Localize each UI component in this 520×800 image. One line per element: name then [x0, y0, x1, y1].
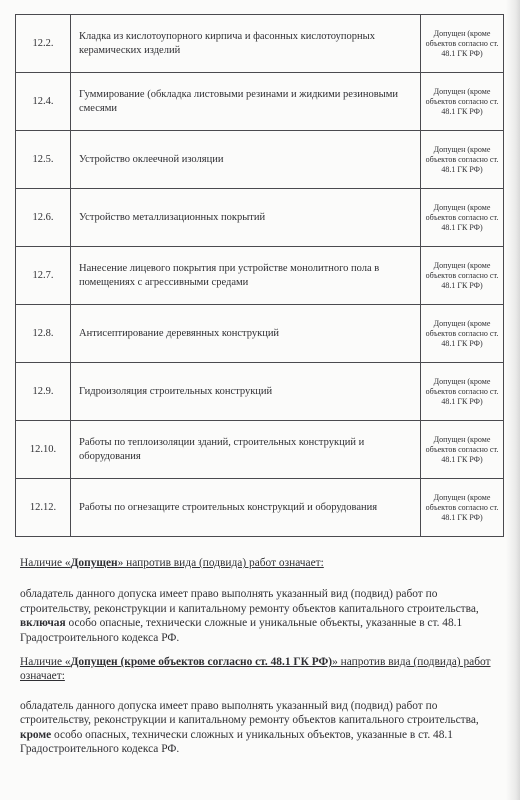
- work-name: Устройство металлизационных покрытий: [71, 189, 421, 247]
- note-heading-prefix: Наличие «: [20, 656, 71, 669]
- note-text: обладатель данного допуска имеет право выполнять указанный вид (подвид) работ по строительству, реконструкции и капитальному ремонту объектов капитального строительства,: [20, 588, 479, 615]
- note-emphasis: кроме: [20, 728, 52, 741]
- table-row: [16, 479, 504, 537]
- work-number: 12.10.: [16, 421, 71, 479]
- work-name: Работы по теплоизоляции зданий, строительных конструкций и оборудования: [71, 421, 421, 479]
- table-row: [16, 305, 504, 363]
- work-status: Допущен (кроме объектов согласно ст. 48.1 ГК РФ): [421, 421, 504, 479]
- note-text: особо опасных, технически сложных и уникальных объектов, указанные в ст. 48.1 Градостроительного кодекса РФ.: [20, 728, 453, 756]
- note-heading-term: Допущен (кроме объектов согласно ст. 48.1 ГК РФ): [70, 656, 333, 669]
- work-number: 12.7.: [16, 247, 71, 305]
- work-number: 12.5.: [16, 131, 71, 189]
- work-status: Допущен (кроме объектов согласно ст. 48.1 ГК РФ): [421, 15, 504, 73]
- note-heading-suffix: » напротив вида (подвида) работ означает:: [20, 656, 491, 683]
- note-emphasis: включая: [20, 617, 66, 630]
- explanatory-notes: [20, 556, 506, 756]
- note-heading-prefix: Наличие «: [20, 557, 71, 569]
- work-number: 12.8.: [16, 305, 71, 363]
- work-status: Допущен (кроме объектов согласно ст. 48.1 ГК РФ): [421, 479, 504, 537]
- note-heading-allowed: [20, 556, 506, 570]
- work-number: 12.2.: [16, 15, 71, 73]
- work-name: Устройство оклеечной изоляции: [71, 131, 421, 189]
- work-status: Допущен (кроме объектов согласно ст. 48.1 ГК РФ): [421, 305, 504, 363]
- table-row: [16, 247, 504, 305]
- table-row: [16, 421, 504, 479]
- work-number: 12.9.: [16, 363, 71, 421]
- work-name: Антисептирование деревянных конструкций: [71, 305, 421, 363]
- work-name: Кладка из кислотоупорного кирпича и фасонных кислотоупорных керамических изделий: [71, 15, 421, 73]
- work-name: Гидроизоляция строительных конструкций: [71, 363, 421, 421]
- note-paragraph-allowed: [20, 587, 506, 645]
- works-table: [15, 14, 504, 537]
- table-row: [16, 15, 504, 73]
- work-number: 12.4.: [16, 73, 71, 131]
- table-row: [16, 73, 504, 131]
- table-row: [16, 189, 504, 247]
- note-heading-term: Допущен: [70, 557, 118, 569]
- page-edge-shadow: [506, 0, 520, 800]
- note-text: обладатель данного допуска имеет право выполнять указанный вид (подвид) работ по строительству, реконструкции и капитальному ремонту объектов капитального строительства,: [20, 699, 479, 727]
- table-row: [16, 131, 504, 189]
- note-paragraph-restricted: [20, 699, 506, 757]
- table-row: [16, 363, 504, 421]
- work-status: Допущен (кроме объектов согласно ст. 48.1 ГК РФ): [421, 363, 504, 421]
- note-heading-restricted: [20, 655, 506, 684]
- work-status: Допущен (кроме объектов согласно ст. 48.1 ГК РФ): [421, 247, 504, 305]
- note-heading-suffix: » напротив вида (подвида) работ означает:: [117, 557, 324, 569]
- work-number: 12.6.: [16, 189, 71, 247]
- work-status: Допущен (кроме объектов согласно ст. 48.1 ГК РФ): [421, 189, 504, 247]
- work-name: Работы по огнезащите строительных конструкций и оборудования: [71, 479, 421, 537]
- work-status: Допущен (кроме объектов согласно ст. 48.1 ГК РФ): [421, 131, 504, 189]
- note-text: особо опасные, технически сложные и уникальные объекты, указанные в ст. 48.1 Градостроительного кодекса РФ.: [20, 617, 463, 644]
- work-name: Нанесение лицевого покрытия при устройстве монолитного пола в помещениях с агрессивными средами: [71, 247, 421, 305]
- work-status: Допущен (кроме объектов согласно ст. 48.1 ГК РФ): [421, 73, 504, 131]
- work-number: 12.12.: [16, 479, 71, 537]
- work-name: Гуммирование (обкладка листовыми резинами и жидкими резиновыми смесями: [71, 73, 421, 131]
